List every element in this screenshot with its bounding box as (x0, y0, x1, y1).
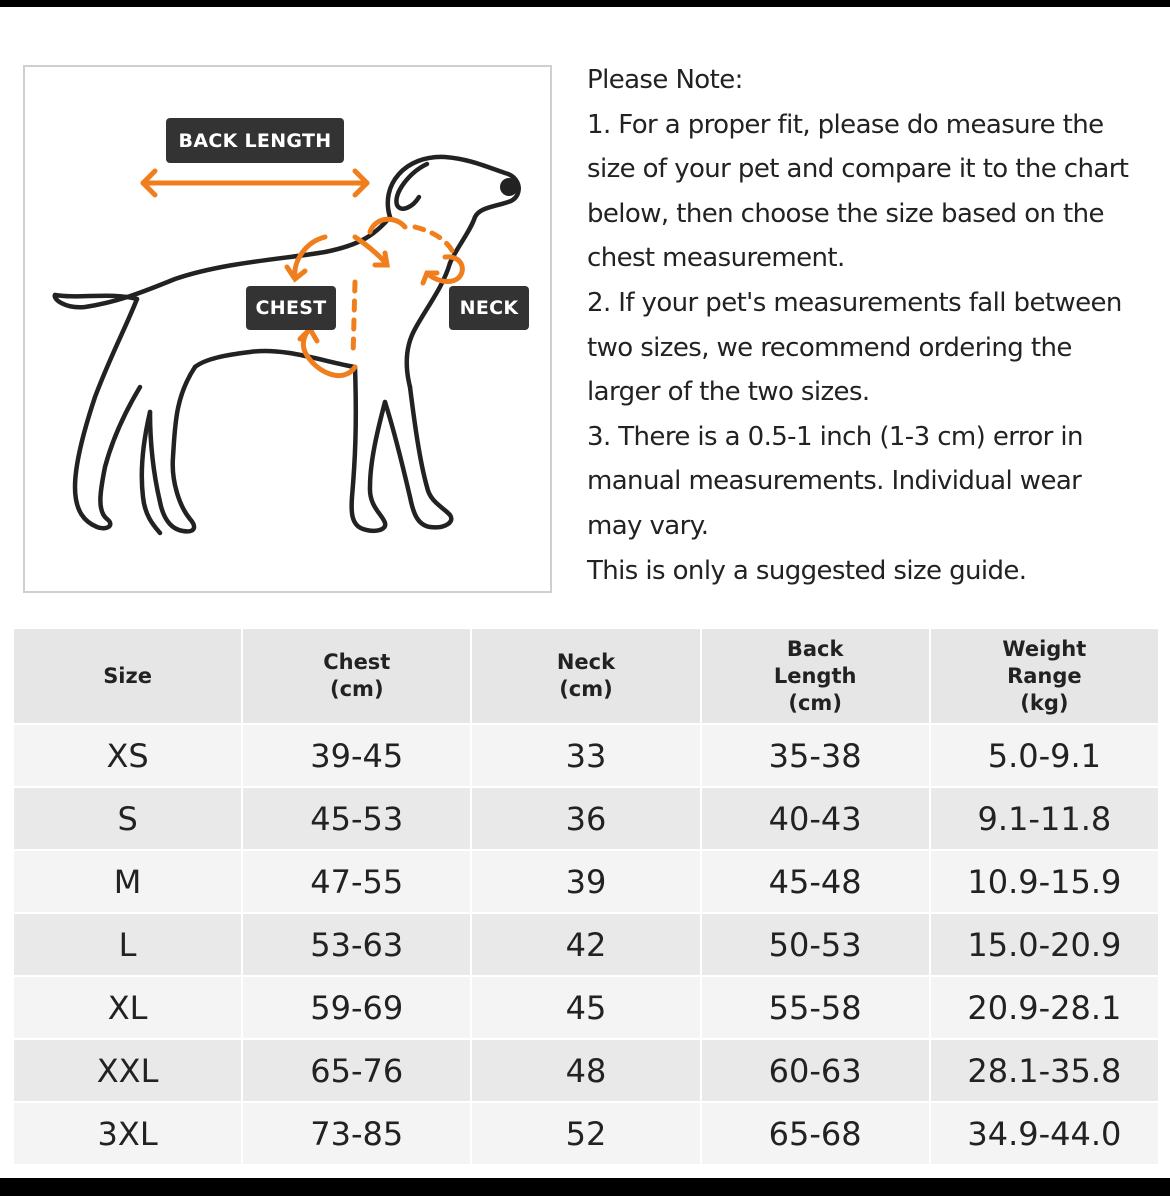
size-guide-notes (587, 58, 1167, 593)
header-neck: Neck (cm) (471, 628, 700, 724)
note-line: 1. For a proper fit, please do measure the (587, 109, 1104, 140)
chest-label: CHEST (246, 286, 336, 330)
size-cell: XS (13, 724, 242, 787)
neck-cell: 48 (471, 1039, 700, 1102)
note-line: 2. If your pet's measurements fall between (587, 287, 1122, 318)
back-length-cell: 50-53 (701, 913, 930, 976)
weight-cell: 28.1-35.8 (930, 1039, 1159, 1102)
note-line: chest measurement. (587, 243, 845, 274)
back-length-cell: 35-38 (701, 724, 930, 787)
chest-cell: 45-53 (242, 787, 471, 850)
size-cell: M (13, 850, 242, 913)
table-row (13, 913, 1159, 976)
weight-cell: 34.9-44.0 (930, 1102, 1159, 1165)
note-line: manual measurements. Individual wear (587, 466, 1082, 497)
weight-cell: 15.0-20.9 (930, 913, 1159, 976)
notes-heading: Please Note: (587, 65, 743, 95)
note-line: may vary. (587, 510, 709, 541)
table-row (13, 787, 1159, 850)
chest-cell: 65-76 (242, 1039, 471, 1102)
table-row (13, 1102, 1159, 1165)
chest-cell: 47-55 (242, 850, 471, 913)
dog-nose-shape (500, 178, 518, 196)
chest-cell: 73-85 (242, 1102, 471, 1165)
table-row (13, 724, 1159, 787)
chest-cell: 53-63 (242, 913, 471, 976)
size-cell: S (13, 787, 242, 850)
dog-measurement-diagram (23, 65, 552, 593)
table-row (13, 1039, 1159, 1102)
note-line: two sizes, we recommend ordering the (587, 332, 1072, 363)
bottom-border-bar (0, 1178, 1170, 1196)
back-length-label: BACK LENGTH (166, 118, 344, 163)
neck-label: NECK (449, 286, 529, 330)
size-cell: L (13, 913, 242, 976)
note-line: 3. There is a 0.5-1 inch (1-3 cm) error in (587, 421, 1083, 452)
weight-cell: 5.0-9.1 (930, 724, 1159, 787)
neck-cell: 36 (471, 787, 700, 850)
back-length-arrow (143, 171, 367, 195)
header-weight-range: Weight Range (kg) (930, 628, 1159, 724)
back-length-cell: 65-68 (701, 1102, 930, 1165)
back-length-cell: 45-48 (701, 850, 930, 913)
back-length-cell: 55-58 (701, 976, 930, 1039)
neck-cell: 39 (471, 850, 700, 913)
neck-cell: 45 (471, 976, 700, 1039)
header-back-length: Back Length (cm) (701, 628, 930, 724)
header-chest: Chest (cm) (242, 628, 471, 724)
neck-cell: 52 (471, 1102, 700, 1165)
note-line: size of your pet and compare it to the chart (587, 154, 1129, 185)
chest-cell: 39-45 (242, 724, 471, 787)
weight-cell: 20.9-28.1 (930, 976, 1159, 1039)
chest-cell: 59-69 (242, 976, 471, 1039)
back-length-cell: 40-43 (701, 787, 930, 850)
top-border-bar (0, 0, 1170, 7)
size-cell: XXL (13, 1039, 242, 1102)
note-footer: This is only a suggested size guide. (587, 555, 1027, 586)
table-row (13, 976, 1159, 1039)
neck-cell: 33 (471, 724, 700, 787)
back-length-cell: 60-63 (701, 1039, 930, 1102)
table-row (13, 850, 1159, 913)
size-cell: 3XL (13, 1102, 242, 1165)
size-cell: XL (13, 976, 242, 1039)
note-line: below, then choose the size based on the (587, 198, 1104, 229)
weight-cell: 10.9-15.9 (930, 850, 1159, 913)
size-chart-table (12, 627, 1160, 1166)
header-size: Size (13, 628, 242, 724)
neck-cell: 42 (471, 913, 700, 976)
table-header-row (13, 628, 1159, 724)
weight-cell: 9.1-11.8 (930, 787, 1159, 850)
note-line: larger of the two sizes. (587, 377, 870, 408)
